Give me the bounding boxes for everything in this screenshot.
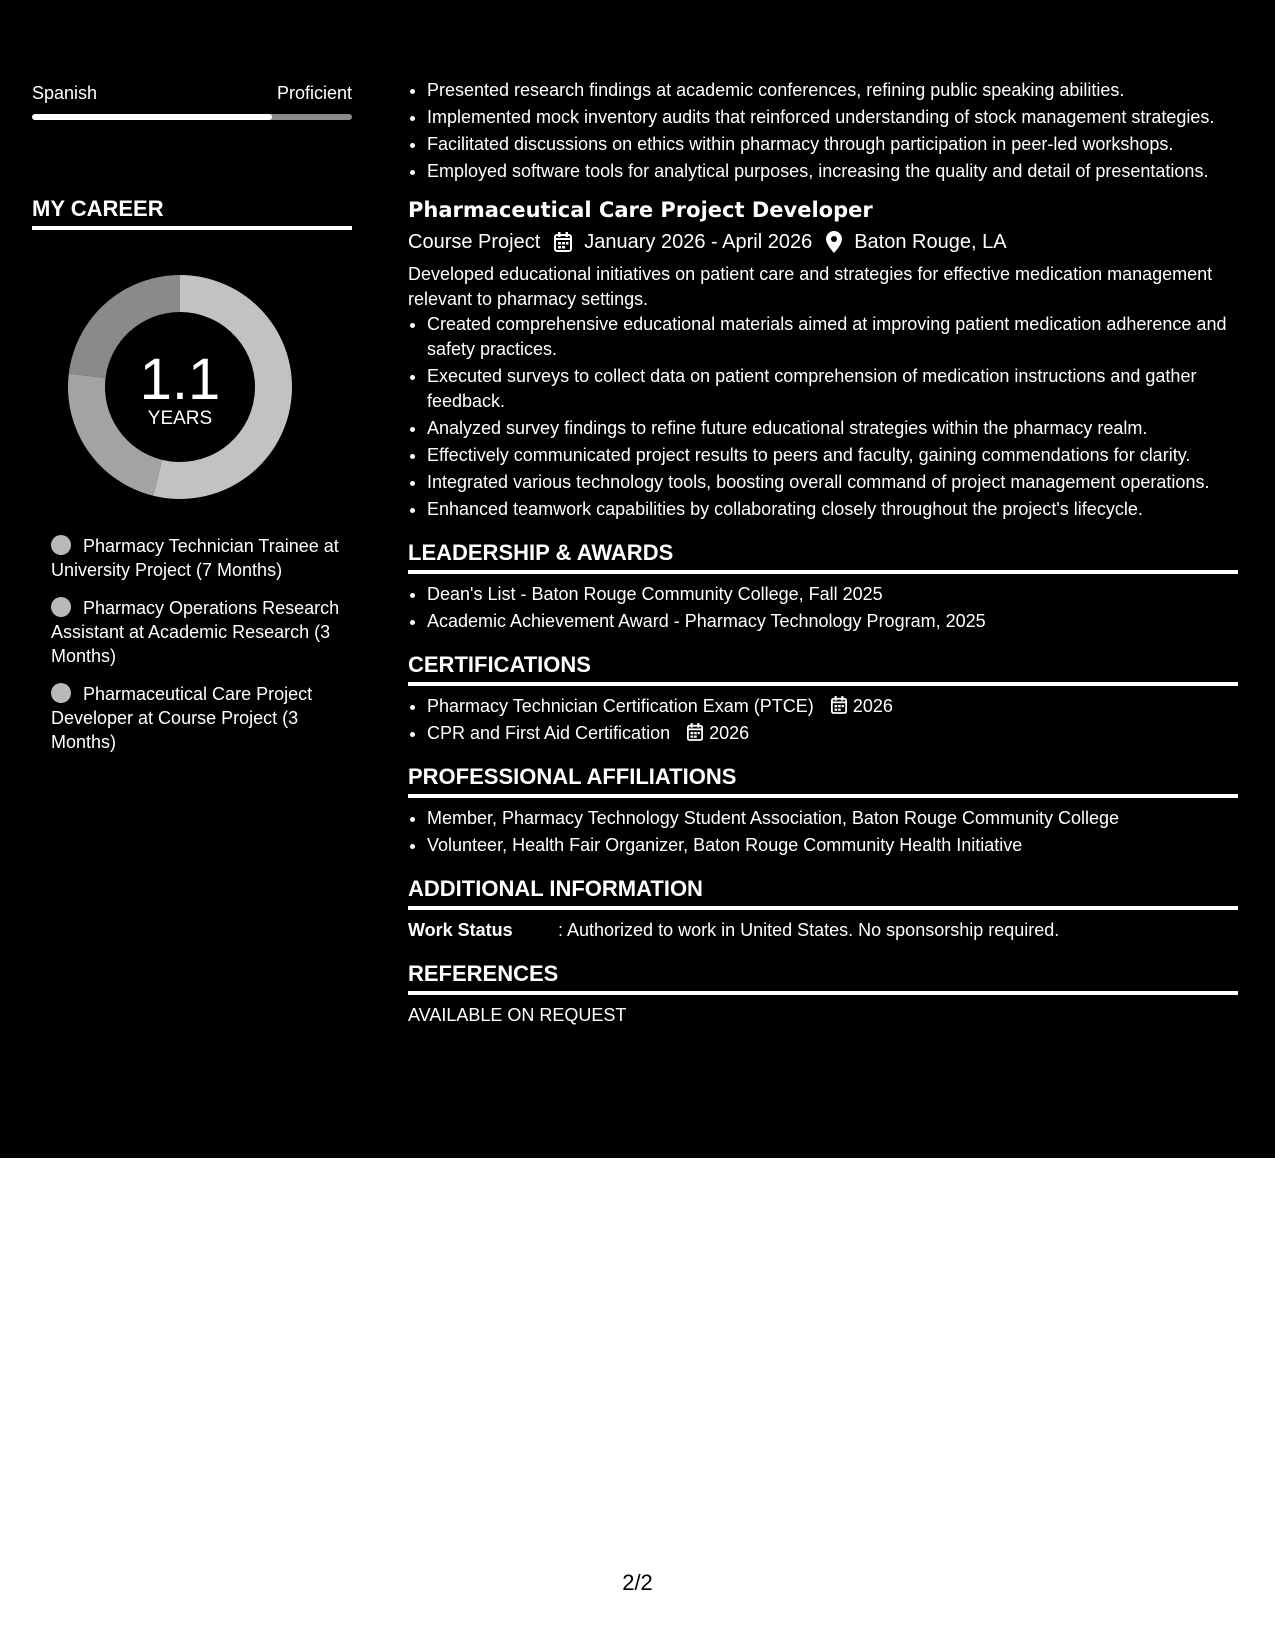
job-dates: January 2026 - April 2026 [584,231,813,253]
career-item: Pharmacy Operations Research Assistant at Academic Research (3 Months) [51,598,340,666]
references-text: AVAILABLE ON REQUEST [408,1005,627,1025]
job-location: Baton Rouge, LA [854,231,1007,253]
job-company: Course Project [408,231,541,253]
certifications-section-title: CERTIFICATIONS [408,652,1238,686]
list-item: • Executed surveys to collect data on patient comprehension of medication instructions and gather feedback. [427,364,1238,414]
list-item: • Created comprehensive educational materials aimed at improving patient medication adherence and safety practices. [427,312,1238,362]
additional-info-section-title: ADDITIONAL INFORMATION [408,876,1238,910]
career-item: Pharmacy Technician Trainee at University Project (7 Months) [51,536,339,580]
references-section-title: REFERENCES [408,961,1238,995]
location-pin-icon [826,231,842,253]
page-number: 2/2 [622,1570,653,1595]
previous-job-bullets [408,78,1238,184]
job-description: Developed educational initiatives on patient care and strategies for effective medication management relevant to pharmacy settings. [408,264,1213,309]
list-item: • Facilitated discussions on ethics within pharmacy through participation in peer-led workshops. [427,132,1238,157]
list-item: • Implemented mock inventory audits that reinforced understanding of stock management strategies. [427,105,1238,130]
list-item: • Effectively communicated project results to peers and faculty, gaining commendations for clarity. [427,443,1238,468]
affiliations-list [408,806,1238,858]
list-item: • Enhanced teamwork capabilities by collaborating closely throughout the project's lifecycle. [427,497,1238,522]
bullet-dot-icon [51,683,71,703]
career-total-years: 1.1 [139,347,221,412]
list-item: • Integrated various technology tools, boosting overall command of project management operations. [427,470,1238,495]
certifications-list [408,694,1238,746]
leadership-list [408,582,1238,634]
list-item: • Employed software tools for analytical purposes, increasing the quality and detail of presentations. [427,159,1238,184]
language-proficiency-bar [32,114,352,120]
list-item: • Analyzed survey findings to refine future educational strategies within the pharmacy realm. [427,416,1238,441]
language-row [32,82,352,104]
calendar-icon [554,232,572,252]
list-item: • Pharmacy Technician Certification Exam (PTCE) 2026 [427,694,1238,719]
affiliations-section-title: PROFESSIONAL AFFILIATIONS [408,764,1238,798]
calendar-icon [687,723,703,741]
list-item: • Volunteer, Health Fair Organizer, Baton Rouge Community Health Initiative [427,833,1238,858]
calendar-icon [831,696,847,714]
career-years-unit: YEARS [147,408,213,429]
list-item: • CPR and First Aid Certification 2026 [427,721,1238,746]
career-list [51,534,341,768]
job-meta [408,228,1238,256]
language-level: Proficient [276,83,352,103]
work-status-value: : Authorized to work in United States. No sponsorship required. [558,920,1060,940]
leadership-section-title: LEADERSHIP & AWARDS [408,540,1238,574]
work-status-label: Work Status [408,920,513,940]
work-status-row [408,918,1238,943]
bullet-dot-icon [51,597,71,617]
list-item: • Academic Achievement Award - Pharmacy Technology Program, 2025 [427,609,1238,634]
career-item: Pharmaceutical Care Project Developer at Course Project (3 Months) [51,684,313,752]
job-bullets [408,312,1238,522]
list-item: • Presented research findings at academic conferences, refining public speaking abilities. [427,78,1238,103]
language-proficiency-fill [32,114,272,120]
list-item: • Member, Pharmacy Technology Student Association, Baton Rouge Community College [427,806,1238,831]
job-title: Pharmaceutical Care Project Developer [408,198,873,222]
bullet-dot-icon [51,535,71,555]
main-column [408,78,1238,1028]
list-item: • Dean's List - Baton Rouge Community College, Fall 2025 [427,582,1238,607]
career-section-title: MY CAREER [32,196,352,230]
language-name: Spanish [32,83,98,103]
